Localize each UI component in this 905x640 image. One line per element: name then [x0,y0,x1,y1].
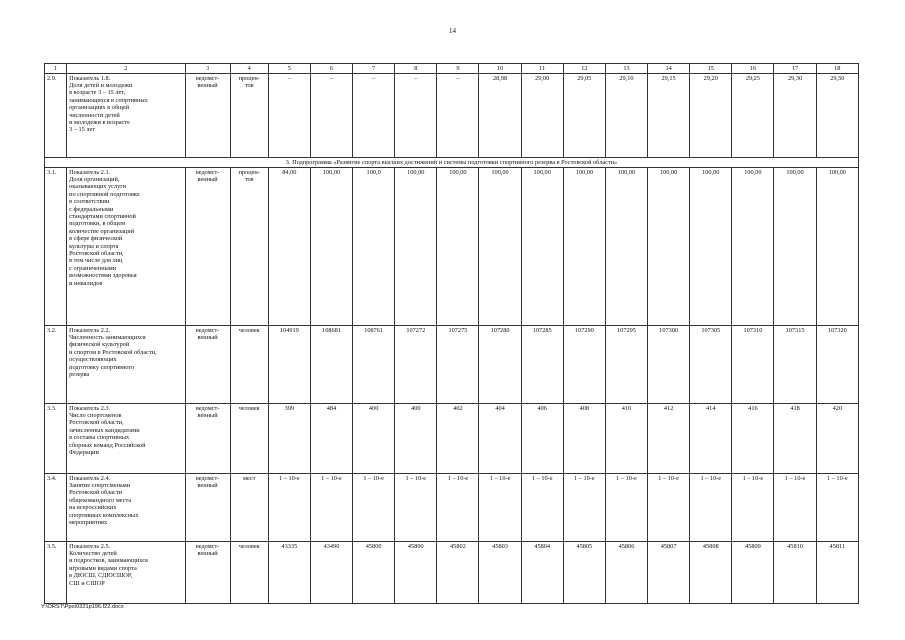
value-cell: 406 [521,404,563,474]
row-number: 2.9. [45,74,67,158]
header-cell: 17 [774,64,816,74]
value-cell: 45804 [521,542,563,604]
value-cell: 29,10 [605,74,647,158]
indicator-name: Показатель 2.3. Число спортсменов Ростовской области, зачисленных кандидатами в составы спортивных сборных команд Российской Федерации [67,404,185,474]
footer-file-path: Y:\ORST\Ppo\0321p196.f22.docx [41,604,124,610]
value-cell: – [268,74,310,158]
table-row [45,542,859,604]
value-cell: – [437,74,479,158]
unit-of-measure: человек [230,404,268,474]
unit-of-measure: процен- тов [230,168,268,326]
value-cell: 416 [732,404,774,474]
value-cell: 1 – 10-е [521,474,563,542]
row-number: 3.4. [45,474,67,542]
value-cell: 45806 [605,542,647,604]
row-number: 3.1. [45,168,67,326]
value-cell: 43490 [310,542,352,604]
unit-of-measure: человек [230,542,268,604]
header-cell: 7 [353,64,395,74]
header-row [45,64,859,74]
value-cell: 107275 [437,326,479,404]
table-row [45,168,859,326]
value-cell: 45802 [437,542,479,604]
value-cell: 1 – 10-е [563,474,605,542]
value-cell: 107300 [648,326,690,404]
value-cell: 107305 [690,326,732,404]
unit-of-measure: мест [230,474,268,542]
value-cell: 404 [479,404,521,474]
value-cell: 45800 [353,542,395,604]
value-cell: 399 [268,404,310,474]
value-cell: 29,25 [732,74,774,158]
value-cell: 1 – 10-е [732,474,774,542]
header-cell: 1 [45,64,67,74]
value-cell: 410 [605,404,647,474]
value-cell: 412 [648,404,690,474]
value-cell: 45807 [648,542,690,604]
header-cell: 15 [690,64,732,74]
value-cell: 29,20 [690,74,732,158]
header-cell: 18 [816,64,858,74]
indicator-type: ведомст- венный [185,474,230,542]
value-cell: 1 – 10-е [437,474,479,542]
value-cell: 45810 [774,542,816,604]
value-cell: 1 – 10-е [479,474,521,542]
page-number: 14 [449,27,456,35]
value-cell: 100,0 [353,168,395,326]
value-cell: 100,00 [563,168,605,326]
value-cell: 29,00 [521,74,563,158]
value-cell: 100,00 [648,168,690,326]
table-row [45,326,859,404]
table-body [45,64,859,604]
value-cell: – [353,74,395,158]
value-cell: 1 – 10-е [816,474,858,542]
value-cell: 45808 [690,542,732,604]
value-cell: 28,98 [479,74,521,158]
value-cell: 107315 [774,326,816,404]
value-cell: 400 [353,404,395,474]
table-row [45,474,859,542]
indicator-name: Показатель 2.1. Доля организаций, оказывающих услуги по спортивной подготовке в соответствии с федеральными стандартами спортивной подготовки, в общем количестве организаций в сфере физической культуры и спорта Ростовской области, в том числе для лиц с ограниченными возможностями здоровья и инвалидов [67,168,185,326]
value-cell: – [395,74,437,158]
value-cell: 45811 [816,542,858,604]
value-cell: 108761 [353,326,395,404]
header-cell: 10 [479,64,521,74]
value-cell: 1 – 10-е [648,474,690,542]
value-cell: 100,00 [732,168,774,326]
indicator-name: Показатель 1.8. Доля детей и молодежи в возрасте 3 – 15 лет, занимающихся в спортивных организациях в общей численности детей и молодежи в возрасте 3 – 15 лет [67,74,185,158]
header-cell: 13 [605,64,647,74]
header-cell: 4 [230,64,268,74]
indicator-name: Показатель 2.5. Количество детей и подростков, занимающихся игровыми видами спорта в ДЮСШ, СДЮСШОР, СШ и СШОР [67,542,185,604]
indicator-type: ведомст- венный [185,168,230,326]
value-cell: 45809 [732,542,774,604]
value-cell: 1 – 10-е [605,474,647,542]
value-cell: 100,00 [816,168,858,326]
value-cell: 45800 [395,542,437,604]
section-title: 3. Подпрограмма «Развитие спорта высших достижений и системы подготовки спортивного резерва в Ростовской области» [45,158,859,168]
value-cell: 84,00 [268,168,310,326]
indicator-type: ведомст- венный [185,326,230,404]
value-cell: 29,50 [816,74,858,158]
value-cell: 29,30 [774,74,816,158]
value-cell: 1 – 10-е [774,474,816,542]
value-cell: 402 [437,404,479,474]
indicator-type: ведомст- венный [185,74,230,158]
value-cell: 420 [816,404,858,474]
header-cell: 2 [67,64,185,74]
section-row [45,158,859,168]
value-cell: 100,00 [774,168,816,326]
value-cell: 107272 [395,326,437,404]
value-cell: 100,00 [395,168,437,326]
value-cell: 43335 [268,542,310,604]
value-cell: 100,00 [310,168,352,326]
indicator-name: Показатель 2.4. Занятие спортсменами Ростовской области общекомандного места на всероссийских спортивных комплексных мероприятиях [67,474,185,542]
value-cell: 100,00 [479,168,521,326]
header-cell: 16 [732,64,774,74]
value-cell: 100,00 [690,168,732,326]
value-cell: 418 [774,404,816,474]
table-row [45,404,859,474]
header-cell: 9 [437,64,479,74]
unit-of-measure: процен- тов [230,74,268,158]
indicator-type: ведомст- венный [185,404,230,474]
value-cell: 107310 [732,326,774,404]
value-cell: 104919 [268,326,310,404]
value-cell: 100,00 [521,168,563,326]
header-cell: 5 [268,64,310,74]
header-cell: 6 [310,64,352,74]
value-cell: 400 [395,404,437,474]
indicator-name: Показатель 2.2. Численность занимающихся физической культурой и спортом в Ростовской области, осуществляющих подготовку спортивного резерва [67,326,185,404]
value-cell: 108681 [310,326,352,404]
indicators-table [44,63,859,604]
value-cell: 29,15 [648,74,690,158]
value-cell: 29,05 [563,74,605,158]
value-cell: 107285 [521,326,563,404]
value-cell: 45805 [563,542,605,604]
value-cell: 1 – 10-е [353,474,395,542]
table-row [45,74,859,158]
indicator-type: ведомст- венный [185,542,230,604]
value-cell: 1 – 10-е [310,474,352,542]
value-cell: 100,00 [437,168,479,326]
unit-of-measure: человек [230,326,268,404]
value-cell: 484 [310,404,352,474]
value-cell: 107295 [605,326,647,404]
value-cell: 107290 [563,326,605,404]
value-cell: – [310,74,352,158]
row-number: 3.5. [45,542,67,604]
row-number: 3.2. [45,326,67,404]
header-cell: 12 [563,64,605,74]
value-cell: 45803 [479,542,521,604]
header-cell: 14 [648,64,690,74]
value-cell: 1 – 10-е [395,474,437,542]
value-cell: 107320 [816,326,858,404]
header-cell: 11 [521,64,563,74]
value-cell: 1 – 10-е [268,474,310,542]
row-number: 3.3. [45,404,67,474]
value-cell: 414 [690,404,732,474]
value-cell: 1 – 10-е [690,474,732,542]
value-cell: 408 [563,404,605,474]
header-cell: 3 [185,64,230,74]
value-cell: 100,00 [605,168,647,326]
value-cell: 107280 [479,326,521,404]
header-cell: 8 [395,64,437,74]
